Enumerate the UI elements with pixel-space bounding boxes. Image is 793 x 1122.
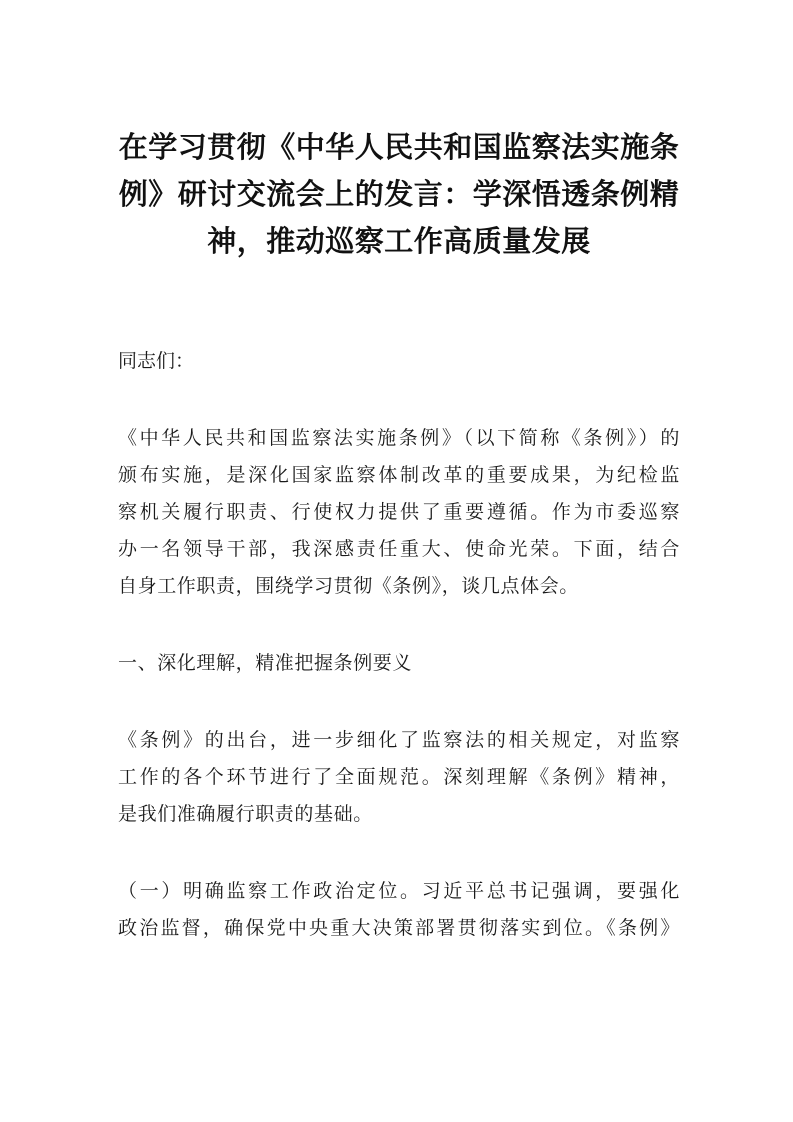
- paragraph-line: 工作的各个环节进行了全面规范。深刻理解《条例》精神，: [118, 766, 680, 788]
- paragraph-line: 办一名领导干部，我深感责任重大、使命光荣。下面，结合: [118, 538, 680, 560]
- section-paragraph: [118, 722, 680, 833]
- paragraph-line: 是我们准确履行职责的基础。: [118, 803, 373, 825]
- paragraph-line: 自身工作职责，围绕学习贯彻《条例》，谈几点体会。: [118, 575, 579, 597]
- section-heading: 一、深化理解，精准把握条例要义: [118, 652, 413, 674]
- paragraph-line: 《中华人民共和国监察法实施条例》（以下简称《条例》）的: [118, 427, 680, 449]
- salutation: 同志们：: [118, 350, 195, 372]
- subsection-paragraph: [118, 873, 680, 947]
- title-line: 在学习贯彻《中华人民共和国监察法实施条: [118, 130, 680, 164]
- intro-paragraph: [118, 420, 680, 605]
- paragraph-line: 《条例》的出台，进一步细化了监察法的相关规定，对监察: [118, 729, 680, 751]
- paragraph-line: （一）明确监察工作政治定位。习近平总书记强调，要强化: [118, 880, 680, 902]
- document-title: [118, 124, 680, 265]
- title-line: 神，推动巡察工作高质量发展: [207, 224, 591, 258]
- paragraph-line: 政治监督，确保党中央重大决策部署贯彻落实到位。《条例》: [118, 917, 680, 939]
- title-line: 例》研讨交流会上的发言：学深悟透条例精: [118, 177, 680, 211]
- paragraph-line: 颁布实施，是深化国家监察体制改革的重要成果，为纪检监: [118, 464, 680, 486]
- paragraph-line: 察机关履行职责、行使权力提供了重要遵循。作为市委巡察: [118, 501, 680, 523]
